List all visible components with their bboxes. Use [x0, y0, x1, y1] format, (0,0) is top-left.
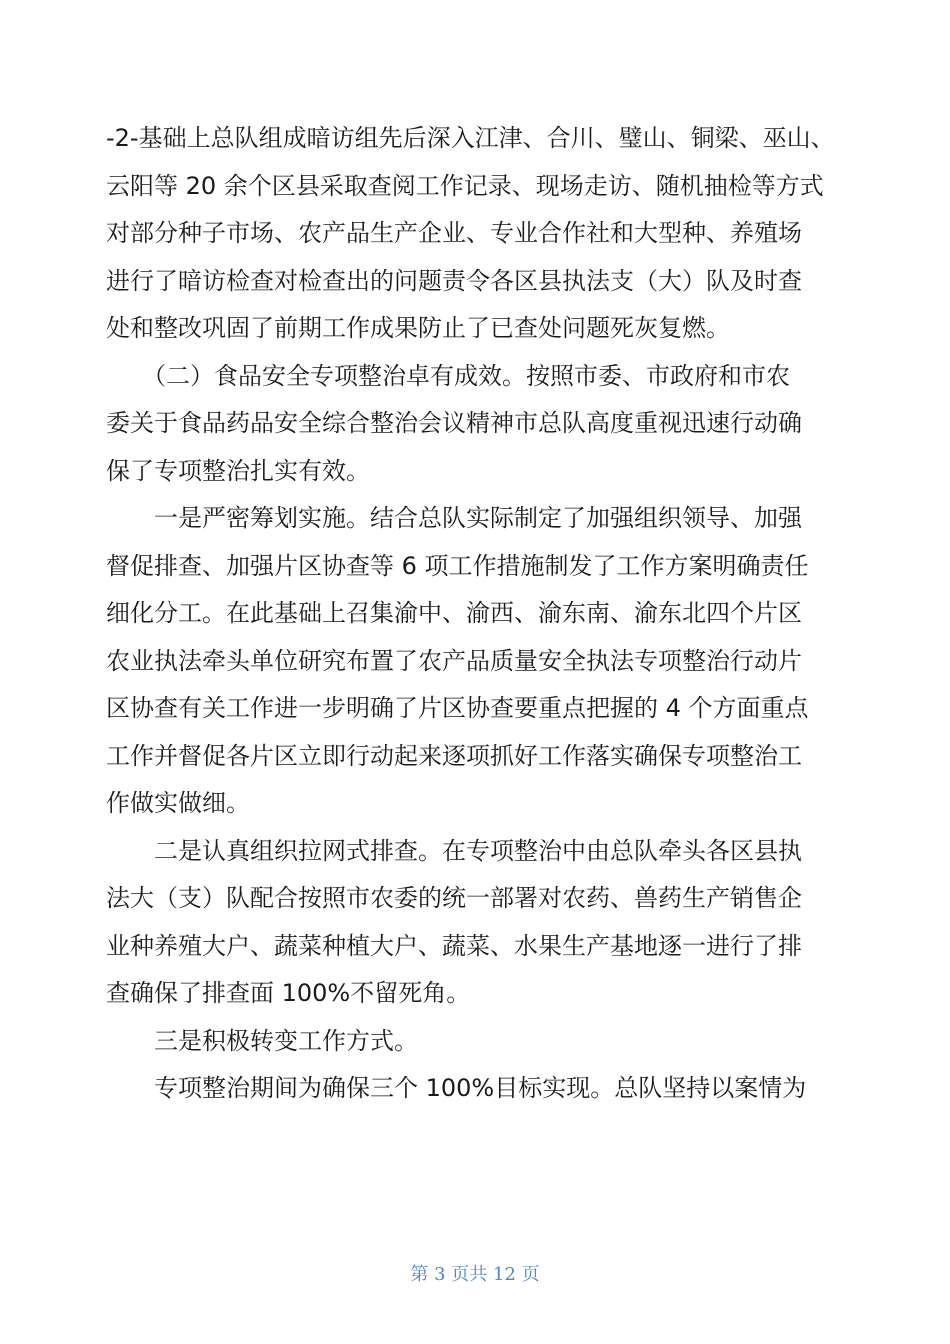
paragraph-6	[106, 1065, 846, 1113]
text-line: 进行了暗访检查对检查出的问题责令各区县执法支（大）队及时查	[106, 266, 802, 295]
text-line: 作做实做细。	[106, 789, 250, 817]
text-line: 三是积极转变工作方式。	[106, 1026, 418, 1055]
text-line: 专项整治期间为确保三个 100%目标实现。总队坚持以案情为	[106, 1074, 807, 1102]
text-line: 法大（支）队配合按照市农委的统一部署对农药、兽药生产销售企	[106, 884, 802, 912]
text-line: 区协查有关工作进一步明确了片区协查要重点把握的 4 个方面重点	[106, 694, 809, 722]
text-line: 对部分种子市场、农产品生产企业、专业合作社和大型种、养殖场	[106, 219, 802, 247]
text-line: 委关于食品药品安全综合整治会议精神市总队高度重视迅速行动确	[106, 409, 802, 437]
paragraph-3	[106, 495, 846, 828]
text-line: -2-基础上总队组成暗访组先后深入江津、合川、璧山、铜梁、巫山、	[106, 124, 835, 152]
paragraph-1	[106, 115, 846, 353]
text-line: 保了专项整治扎实有效。	[106, 456, 370, 485]
paragraph-5	[106, 1018, 846, 1066]
page-number-footer: 第 3 页共 12 页	[410, 1264, 540, 1285]
text-line: 云阳等 20 余个区县采取查阅工作记录、现场走访、随机抽检等方式	[106, 171, 824, 200]
text-line: 督促排查、加强片区协查等 6 项工作措施制发了工作方案明确责任	[106, 551, 809, 580]
document-body	[106, 115, 846, 1113]
text-line: （二）食品安全专项整治卓有成效。按照市委、市政府和市农	[106, 361, 790, 390]
text-line: 一是严密筹划实施。结合总队实际制定了加强组织领导、加强	[106, 504, 802, 532]
text-line: 业种养殖大户、蔬菜种植大户、蔬菜、水果生产基地逐一进行了排	[106, 931, 802, 960]
text-line: 二是认真组织拉网式排查。在专项整治中由总队牵头各区县执	[106, 836, 802, 865]
text-line: 查确保了排查面 100%不留死角。	[106, 979, 471, 1007]
text-line: 工作并督促各片区立即行动起来逐项抓好工作落实确保专项整治工	[106, 741, 802, 770]
paragraph-4	[106, 828, 846, 1018]
text-line: 处和整改巩固了前期工作成果防止了已查处问题死灰复燃。	[106, 314, 730, 342]
paragraph-2	[106, 353, 846, 496]
text-line: 农业执法牵头单位研究布置了农产品质量安全执法专项整治行动片	[106, 646, 802, 675]
text-line: 细化分工。在此基础上召集渝中、渝西、渝东南、渝东北四个片区	[106, 599, 802, 627]
